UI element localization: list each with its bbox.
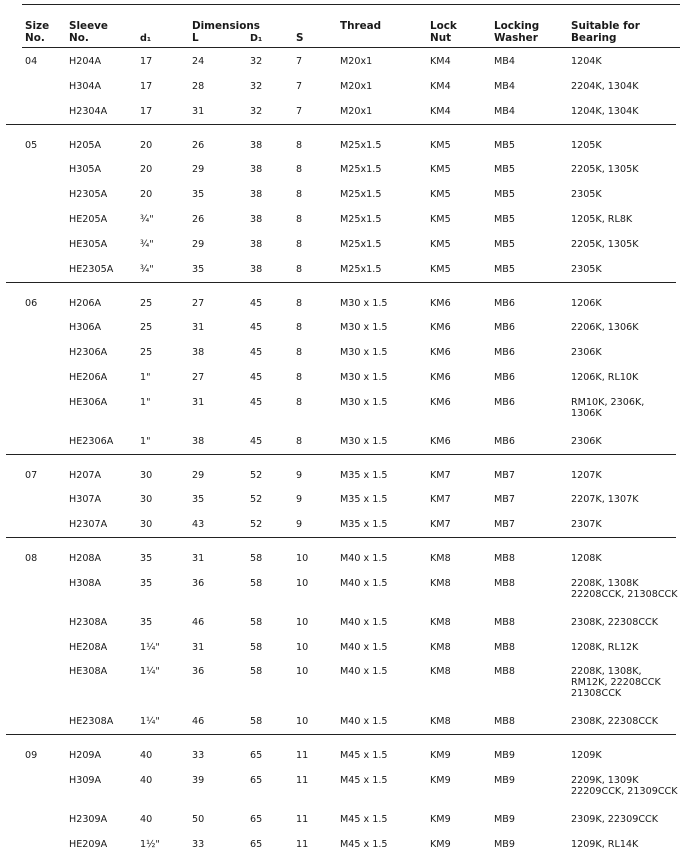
lock-nut-cell: KM7 [430,469,451,481]
header-S: S [296,32,304,44]
outer-diameter-cell: 58 [250,716,263,728]
thread-cell: M25x1.5 [340,263,382,275]
group-separator-rule [6,734,676,735]
width-cell: 8 [296,297,303,309]
bearing-cell: 1204K [571,56,602,67]
thread-cell: M45 x 1.5 [340,813,388,825]
d1-cell: 20 [140,139,153,151]
thread-cell: M35 x 1.5 [340,494,388,506]
width-cell: 8 [296,164,303,176]
length-cell: 36 [192,666,205,678]
locking-washer-cell: MB5 [494,139,515,151]
d1-cell: 20 [140,189,153,201]
width-cell: 10 [296,641,309,653]
bearing-cell: 2208K, 1308K 22208CCK, 21308CCK [571,578,678,600]
bearing-cell: 2205K, 1305K [571,164,639,176]
header-thread: Thread [340,20,382,32]
sleeve-cell: H207A [69,469,102,481]
thread-cell: M35 x 1.5 [340,519,388,531]
bearing-cell: 1205K [571,139,602,151]
length-cell: 46 [192,716,205,728]
locking-washer-cell: MB4 [494,56,515,67]
locking-washer-cell: MB7 [494,469,515,481]
sleeve-cell: H305A [69,164,102,176]
lock-nut-cell: KM9 [430,838,451,850]
thread-cell: M20x1 [340,80,373,92]
lock-nut-cell: KM8 [430,616,451,628]
length-cell: 39 [192,775,205,786]
d1-cell: 1" [140,372,151,383]
outer-diameter-cell: 38 [250,214,263,225]
group-separator-rule [6,124,676,125]
locking-washer-cell: MB6 [494,435,515,447]
sleeve-cell: H2306A [69,347,108,359]
sleeve-cell: H204A [69,56,102,67]
d1-cell: 17 [140,105,153,117]
lock-nut-cell: KM8 [430,666,451,678]
width-cell: 7 [296,105,303,117]
bearing-cell: 2209K, 1309K 22209CCK, 21309CCK [571,775,678,797]
lock-nut-cell: KM5 [430,214,451,225]
locking-washer-cell: MB4 [494,105,515,117]
lock-nut-cell: KM8 [430,716,451,728]
width-cell: 8 [296,347,303,359]
outer-diameter-cell: 45 [250,435,263,447]
header-bottom-rule [22,47,680,48]
d1-cell: 1¼" [140,716,160,728]
thread-cell: M30 x 1.5 [340,347,388,359]
sleeve-cell: HE2306A [69,435,114,447]
lock-nut-cell: KM9 [430,750,451,762]
header-locking-washer: Locking Washer [494,20,540,44]
locking-washer-cell: MB7 [494,519,515,531]
header-size: Size No. [25,20,50,44]
outer-diameter-cell: 58 [250,666,263,678]
bearing-cell: 1206K, RL10K [571,372,639,383]
sleeve-cell: H2308A [69,616,108,628]
locking-washer-cell: MB9 [494,775,515,786]
thread-cell: M45 x 1.5 [340,838,388,850]
group-separator-rule [6,454,676,455]
header-suitable-bearing: Suitable for Bearing [571,20,640,44]
table-top-rule [22,4,680,5]
length-cell: 29 [192,238,205,250]
length-cell: 46 [192,616,205,628]
thread-cell: M40 x 1.5 [340,578,388,589]
locking-washer-cell: MB6 [494,396,515,408]
outer-diameter-cell: 65 [250,838,263,850]
thread-cell: M25x1.5 [340,164,382,176]
width-cell: 11 [296,775,309,786]
sleeve-cell: HE2308A [69,716,114,728]
length-cell: 31 [192,641,205,653]
outer-diameter-cell: 32 [250,105,263,117]
sleeve-cell: HE208A [69,641,108,653]
width-cell: 10 [296,578,309,589]
d1-cell: 35 [140,578,153,589]
thread-cell: M45 x 1.5 [340,750,388,762]
outer-diameter-cell: 45 [250,322,263,334]
length-cell: 31 [192,322,205,334]
sleeve-cell: H208A [69,553,102,565]
locking-washer-cell: MB6 [494,322,515,334]
length-cell: 31 [192,105,205,117]
length-cell: 26 [192,214,205,225]
d1-cell: 35 [140,553,153,565]
size-cell: 06 [25,297,38,309]
d1-cell: 1" [140,396,151,408]
lock-nut-cell: KM7 [430,494,451,506]
locking-washer-cell: MB5 [494,263,515,275]
locking-washer-cell: MB8 [494,553,515,565]
size-cell: 05 [25,139,38,151]
thread-cell: M40 x 1.5 [340,616,388,628]
outer-diameter-cell: 45 [250,297,263,309]
length-cell: 31 [192,396,205,408]
lock-nut-cell: KM5 [430,139,451,151]
bearing-cell: 2306K [571,347,602,359]
width-cell: 8 [296,189,303,201]
locking-washer-cell: MB6 [494,372,515,383]
thread-cell: M40 x 1.5 [340,666,388,678]
bearing-cell: 2305K [571,263,602,275]
locking-washer-cell: MB9 [494,838,515,850]
group-separator-rule [6,537,676,538]
bearing-cell: 1208K, RL12K [571,641,639,653]
d1-cell: 1" [140,435,151,447]
thread-cell: M20x1 [340,105,373,117]
header-L: L [192,32,199,44]
group-separator-rule [6,282,676,283]
bearing-cell: 1205K, RL8K [571,214,633,225]
thread-cell: M25x1.5 [340,214,382,225]
locking-washer-cell: MB6 [494,297,515,309]
d1-cell: 25 [140,322,153,334]
locking-washer-cell: MB8 [494,666,515,678]
sleeve-cell: HE308A [69,666,108,678]
length-cell: 38 [192,435,205,447]
locking-washer-cell: MB9 [494,750,515,762]
width-cell: 10 [296,616,309,628]
length-cell: 36 [192,578,205,589]
d1-cell: 25 [140,297,153,309]
locking-washer-cell: MB8 [494,578,515,589]
outer-diameter-cell: 52 [250,519,263,531]
length-cell: 28 [192,80,205,92]
locking-washer-cell: MB4 [494,80,515,92]
size-cell: 09 [25,750,38,762]
bearing-cell: 2207K, 1307K [571,494,639,506]
width-cell: 7 [296,80,303,92]
d1-cell: 17 [140,56,153,67]
width-cell: 8 [296,396,303,408]
width-cell: 11 [296,813,309,825]
lock-nut-cell: KM8 [430,553,451,565]
length-cell: 38 [192,347,205,359]
lock-nut-cell: KM6 [430,347,451,359]
length-cell: 35 [192,263,205,275]
length-cell: 33 [192,750,205,762]
bearing-cell: 1207K [571,469,602,481]
width-cell: 8 [296,372,303,383]
width-cell: 9 [296,494,303,506]
thread-cell: M30 x 1.5 [340,372,388,383]
width-cell: 8 [296,322,303,334]
bearing-cell: 2308K, 22308CCK [571,616,659,628]
width-cell: 11 [296,750,309,762]
d1-cell: ¾" [140,214,154,225]
d1-cell: ¾" [140,238,154,250]
d1-cell: 40 [140,775,153,786]
length-cell: 27 [192,297,205,309]
bearing-cell: 2305K [571,189,602,201]
thread-cell: M20x1 [340,56,373,67]
locking-washer-cell: MB7 [494,494,515,506]
bearing-cell: 1204K, 1304K [571,105,639,117]
outer-diameter-cell: 38 [250,189,263,201]
d1-cell: 30 [140,519,153,531]
thread-cell: M30 x 1.5 [340,322,388,334]
lock-nut-cell: KM5 [430,189,451,201]
locking-washer-cell: MB8 [494,616,515,628]
locking-washer-cell: MB5 [494,189,515,201]
locking-washer-cell: MB8 [494,641,515,653]
d1-cell: 40 [140,813,153,825]
thread-cell: M40 x 1.5 [340,553,388,565]
header-lock-nut: Lock Nut [430,20,457,44]
d1-cell: 20 [140,164,153,176]
thread-cell: M40 x 1.5 [340,641,388,653]
lock-nut-cell: KM8 [430,641,451,653]
outer-diameter-cell: 58 [250,641,263,653]
length-cell: 31 [192,553,205,565]
d1-cell: 35 [140,616,153,628]
lock-nut-cell: KM6 [430,435,451,447]
outer-diameter-cell: 45 [250,347,263,359]
lock-nut-cell: KM4 [430,105,451,117]
size-cell: 07 [25,469,38,481]
width-cell: 10 [296,716,309,728]
outer-diameter-cell: 52 [250,494,263,506]
outer-diameter-cell: 45 [250,396,263,408]
lock-nut-cell: KM4 [430,80,451,92]
bearing-cell: 1209K [571,750,602,762]
sleeve-cell: H205A [69,139,102,151]
width-cell: 9 [296,469,303,481]
d1-cell: 40 [140,750,153,762]
length-cell: 29 [192,469,205,481]
sleeve-cell: HE209A [69,838,108,850]
outer-diameter-cell: 32 [250,80,263,92]
thread-cell: M30 x 1.5 [340,435,388,447]
outer-diameter-cell: 38 [250,164,263,176]
outer-diameter-cell: 65 [250,750,263,762]
length-cell: 26 [192,139,205,151]
d1-cell: 17 [140,80,153,92]
lock-nut-cell: KM6 [430,372,451,383]
outer-diameter-cell: 52 [250,469,263,481]
lock-nut-cell: KM7 [430,519,451,531]
bearing-cell: 2309K, 22309CCK [571,813,659,825]
d1-cell: 30 [140,494,153,506]
thread-cell: M40 x 1.5 [340,716,388,728]
sleeve-cell: HE305A [69,238,108,250]
lock-nut-cell: KM9 [430,813,451,825]
outer-diameter-cell: 58 [250,553,263,565]
sleeve-cell: H306A [69,322,102,334]
outer-diameter-cell: 65 [250,775,263,786]
sleeve-cell: HE2305A [69,263,114,275]
lock-nut-cell: KM6 [430,396,451,408]
outer-diameter-cell: 45 [250,372,263,383]
d1-cell: 1¼" [140,666,160,678]
sleeve-cell: H2304A [69,105,108,117]
length-cell: 24 [192,56,205,67]
lock-nut-cell: KM9 [430,775,451,786]
d1-cell: 30 [140,469,153,481]
width-cell: 11 [296,838,309,850]
bearing-cell: 2306K [571,435,602,447]
d1-cell: ¾" [140,263,154,275]
sleeve-cell: HE206A [69,372,108,383]
width-cell: 8 [296,238,303,250]
sleeve-cell: H2305A [69,189,108,201]
lock-nut-cell: KM5 [430,263,451,275]
width-cell: 9 [296,519,303,531]
bearing-cell: 2204K, 1304K [571,80,639,92]
thread-cell: M35 x 1.5 [340,469,388,481]
sleeve-cell: H304A [69,80,102,92]
bearing-cell: 1208K [571,553,602,565]
width-cell: 8 [296,214,303,225]
lock-nut-cell: KM6 [430,297,451,309]
length-cell: 33 [192,838,205,850]
header-d1: d₁ [140,33,152,44]
locking-washer-cell: MB5 [494,214,515,225]
lock-nut-cell: KM5 [430,164,451,176]
thread-cell: M45 x 1.5 [340,775,388,786]
thread-cell: M30 x 1.5 [340,297,388,309]
outer-diameter-cell: 38 [250,139,263,151]
locking-washer-cell: MB5 [494,238,515,250]
width-cell: 7 [296,56,303,67]
outer-diameter-cell: 58 [250,578,263,589]
bearing-cell: RM10K, 2306K, 1306K [571,396,645,419]
thread-cell: M25x1.5 [340,189,382,201]
size-cell: 04 [25,56,38,67]
bearing-cell: 2208K, 1308K, RM12K, 22208CCK 21308CCK [571,666,661,700]
length-cell: 29 [192,164,205,176]
sleeve-cell: H309A [69,775,102,786]
length-cell: 50 [192,813,205,825]
outer-diameter-cell: 58 [250,616,263,628]
locking-washer-cell: MB8 [494,716,515,728]
length-cell: 35 [192,494,205,506]
d1-cell: 1½" [140,838,160,850]
outer-diameter-cell: 65 [250,813,263,825]
header-sleeve: Sleeve No. [69,20,108,44]
sleeve-cell: H2307A [69,519,108,531]
sleeve-cell: H308A [69,578,102,589]
d1-cell: 1¼" [140,641,160,653]
outer-diameter-cell: 32 [250,56,263,67]
sleeve-cell: H307A [69,494,102,506]
locking-washer-cell: MB6 [494,347,515,359]
size-cell: 08 [25,553,38,565]
sleeve-cell: HE205A [69,214,108,225]
outer-diameter-cell: 38 [250,238,263,250]
length-cell: 35 [192,189,205,201]
lock-nut-cell: KM4 [430,56,451,67]
bearing-cell: 2308K, 22308CCK [571,716,659,728]
thread-cell: M25x1.5 [340,238,382,250]
locking-washer-cell: MB5 [494,164,515,176]
length-cell: 43 [192,519,205,531]
thread-cell: M30 x 1.5 [340,396,388,408]
sleeve-cell: H209A [69,750,102,762]
thread-cell: M25x1.5 [340,139,382,151]
length-cell: 27 [192,372,205,383]
width-cell: 8 [296,263,303,275]
lock-nut-cell: KM5 [430,238,451,250]
bearing-cell: 1206K [571,297,602,309]
sleeve-cell: H2309A [69,813,108,825]
width-cell: 8 [296,139,303,151]
bearing-cell: 1209K, RL14K [571,838,639,850]
lock-nut-cell: KM8 [430,578,451,589]
sleeve-cell: HE306A [69,396,108,408]
width-cell: 8 [296,435,303,447]
d1-cell: 25 [140,347,153,359]
width-cell: 10 [296,666,309,678]
bearing-cell: 2205K, 1305K [571,238,639,250]
bearing-cell: 2307K [571,519,602,531]
header-D1: D₁ [250,33,263,44]
lock-nut-cell: KM6 [430,322,451,334]
outer-diameter-cell: 38 [250,263,263,275]
bearing-cell: 2206K, 1306K [571,322,639,334]
header-dimensions: Dimensions [192,20,260,32]
width-cell: 10 [296,553,309,565]
locking-washer-cell: MB9 [494,813,515,825]
sleeve-cell: H206A [69,297,102,309]
